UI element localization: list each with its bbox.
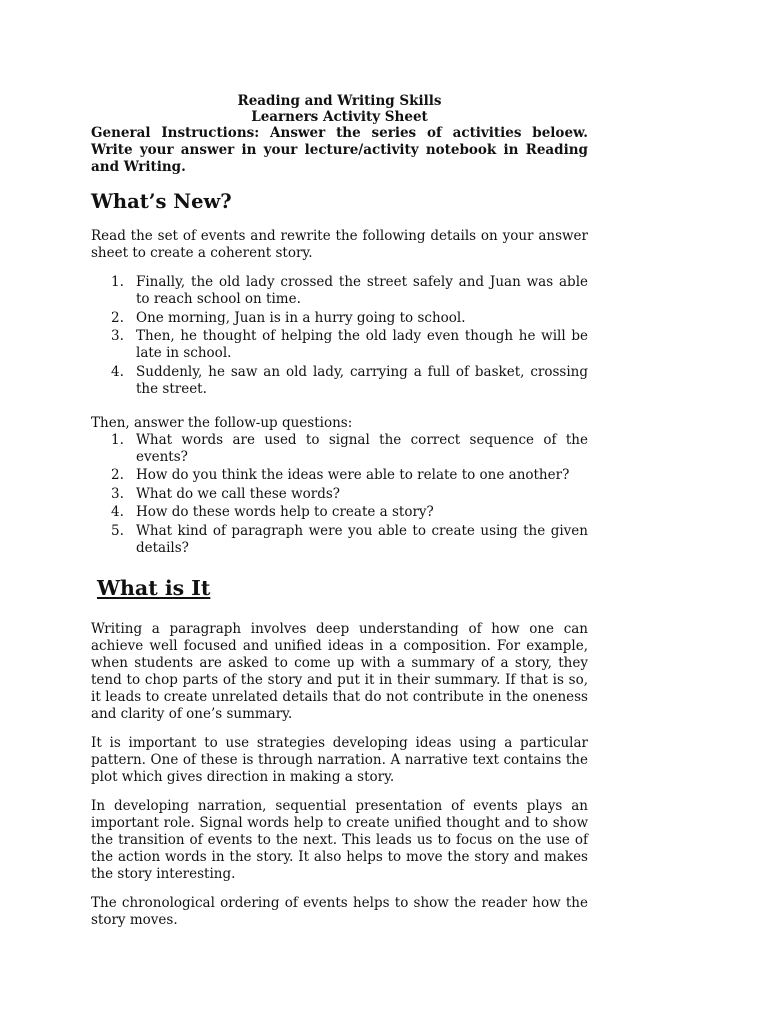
list-item bbox=[91, 523, 588, 557]
activity-sheet-page bbox=[91, 93, 588, 929]
list-text: How do these words help to create a story? bbox=[136, 504, 434, 520]
list-item bbox=[91, 467, 588, 484]
list-number: 2. bbox=[111, 309, 124, 326]
followup-intro: Then, answer the follow-up questions: bbox=[91, 414, 353, 431]
paragraph: In developing narration, sequential presentation of events plays an important role. Signal words help to create unified thought and to show the transition of events to the next. This leads us to focus on the use of the action words in the story. It also helps to move the story and makes the story interesting. bbox=[91, 797, 588, 882]
list-text: Suddenly, he saw an old lady, carrying a full of basket, crossing the street. bbox=[136, 363, 588, 397]
questions-list bbox=[91, 432, 588, 557]
list-text: How do you think the ideas were able to relate to one another? bbox=[136, 467, 570, 483]
list-text: Finally, the old lady crossed the street safely and Juan was able to reach school on time. bbox=[136, 274, 588, 307]
list-text: What do we call these words? bbox=[136, 485, 341, 502]
paragraph: Writing a paragraph involves deep understanding of how one can achieve well focused and unified ideas in a composition. For example, when students are asked to come up with a summary of a story, they tend to chop parts of the story and put it in their summary. If that is so, it leads to create unrelated details that do not contribute in the oneness and clarity of one’s summary. bbox=[91, 620, 588, 722]
list-item bbox=[91, 364, 588, 398]
list-number: 4. bbox=[111, 504, 124, 520]
list-text: One morning, Juan is in a hurry going to school. bbox=[136, 309, 466, 326]
general-instructions: General Instructions: Answer the series of activities beloew. Write your answer in your lecture/activity notebook in Reading and Writing. bbox=[91, 125, 588, 175]
list-number: 1. bbox=[111, 274, 124, 290]
list-text: What words are used to signal the correct sequence of the events? bbox=[136, 431, 588, 465]
list-number: 2. bbox=[111, 467, 124, 483]
paragraph: The chronological ordering of events helps to show the reader how the story moves. bbox=[91, 894, 588, 928]
list-number: 4. bbox=[111, 363, 124, 380]
list-item bbox=[91, 274, 588, 308]
list-item bbox=[91, 432, 588, 466]
list-item bbox=[91, 328, 588, 362]
list-number: 3. bbox=[111, 485, 124, 502]
what-is-it-heading: What is It bbox=[97, 575, 211, 600]
list-item bbox=[91, 486, 588, 503]
title-block bbox=[91, 93, 588, 125]
paragraph: It is important to use strategies developing ideas using a particular pattern. One of these is through narration. A narrative text contains the plot which gives direction in making a story. bbox=[91, 734, 588, 785]
events-list bbox=[91, 274, 588, 398]
whats-new-intro: Read the set of events and rewrite the following details on your answer sheet to create a coherent story. bbox=[91, 228, 588, 261]
list-number: 5. bbox=[111, 522, 124, 539]
list-item bbox=[91, 504, 588, 521]
document-subtitle: Learners Activity Sheet bbox=[251, 109, 428, 125]
document-title: Reading and Writing Skills bbox=[237, 93, 442, 109]
list-item bbox=[91, 310, 588, 327]
list-text: What kind of paragraph were you able to create using the given details? bbox=[136, 522, 588, 556]
list-text: Then, he thought of helping the old lady even though he will be late in school. bbox=[136, 328, 588, 361]
list-number: 3. bbox=[111, 328, 124, 344]
whats-new-heading: What’s New? bbox=[91, 190, 232, 213]
list-number: 1. bbox=[111, 431, 124, 448]
